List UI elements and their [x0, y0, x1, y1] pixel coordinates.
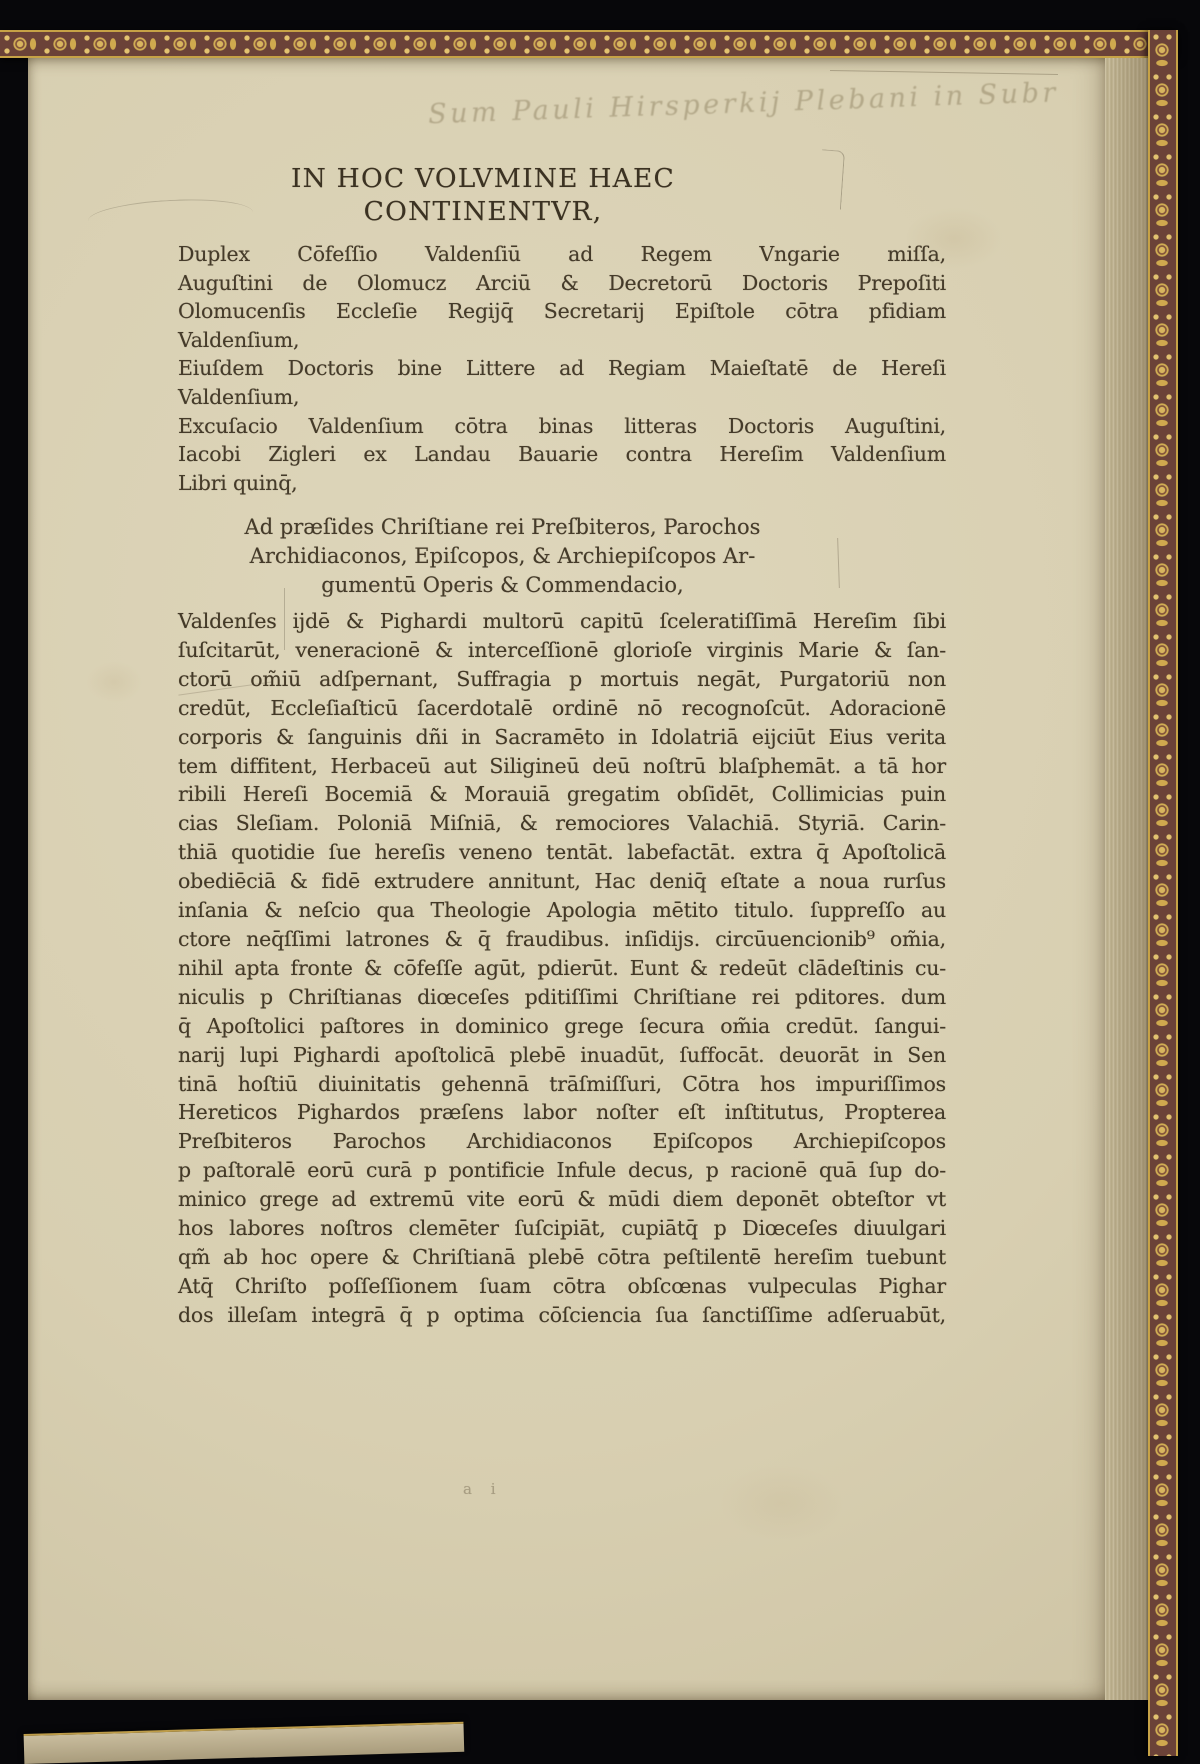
main-paragraph	[178, 607, 946, 1330]
text-line: cias Sleſiam. Poloniā Miſniā, & remociores Valachiā. Styriā. Carin-	[178, 811, 946, 836]
contents-line: Valdenſium,	[178, 384, 300, 409]
text-line: Atq̄ Chriſto poſſeſſionem ſuam cōtra obſcœnas vulpeculas Pighar	[178, 1273, 946, 1298]
text-line: inſania & neſcio qua Theologie Apologia mētito titulo. ſuppreſſo au	[178, 898, 946, 923]
text-line: ſuſcitarūt, veneracionē & interceſſionē glorioſe virginis Marie & ſan-	[178, 637, 946, 662]
contents-line: Olomucenſis Eccleſie Regijq̄ Secretarij Epiſtole cōtra pfidiam	[178, 299, 946, 324]
subheading-line: Ad præſides Chriſtiane rei Preſbiteros, Parochos	[244, 515, 761, 539]
pencil-bracket-mark	[818, 149, 845, 209]
contents-line: Duplex Cōfeſſio Valdenſiū ad Regem Vngarie miſſa,	[178, 242, 946, 266]
text-line: hos labores noſtros clemēter ſuſcipiāt, cupiātq̄ p Diœceſes diuulgari	[178, 1216, 946, 1241]
subheading-line: gumentū Operis & Commendacio,	[321, 573, 684, 597]
text-line: credūt, Eccleſiaſticū ſacerdotalē ordinē nō recognoſcūt. Adoracionē	[178, 695, 946, 720]
text-line: dos illeſam integrā q̄ p optima cōſciencia ſua ſanctiſſime adſeruabūt,	[178, 1302, 946, 1327]
contents-line: Excuſacio Valdenſium cōtra binas litteras Doctoris Auguſtini,	[178, 413, 946, 438]
text-line: niculis p Chriſtianas diœceſes pditiſſimi Chriſtiane rei pditores. dum	[178, 984, 946, 1009]
text-line: Hereticos Pighardos præſens labor noſter eſt inſtitutus, Propterea	[178, 1100, 946, 1125]
quire-signature-mark: a i	[463, 1480, 503, 1498]
contents-line: Valdenſium,	[178, 327, 300, 352]
subheading-line: Archidiaconos, Epiſcopos, & Archiepiſcopos Ar-	[249, 544, 756, 568]
text-line: obediēciā & fidē extrudere annitunt, Hac deniq̄ eſtate a noua rurſus	[178, 869, 946, 894]
pencil-margin-stroke-right	[837, 538, 840, 588]
contents-line: Iacobi Zigleri ex Landau Bauarie contra Hereſim Valdenſium	[178, 442, 946, 467]
text-line: minico grege ad extremū vite eorū & mūdi diem deponēt obteſtor vt	[178, 1187, 946, 1212]
pencil-ruled-line	[830, 70, 1058, 75]
board-edge-bottom	[24, 1722, 465, 1764]
contents-line: Libri quinq̄,	[178, 470, 298, 495]
handwritten-inscription: Sum Pauli Hirsperkij Plebani in Subr	[427, 77, 1060, 131]
book-leaf-edges	[1105, 58, 1148, 1700]
text-line: q̄ Apoſtolici paſtores in dominico grege ſecura om̃ia credūt. ſangui-	[178, 1013, 946, 1038]
gilt-tooled-band-top	[0, 30, 1178, 58]
text-line: Valdenſes ijdē & Pighardi multorū capitū ſceleratiſſimā Hereſim ſibi	[178, 609, 946, 633]
text-line: tem diffitent, Herbaceū aut Siligineū deū noſtrū blaſphemāt. a tā hor	[178, 753, 946, 778]
text-line: ctore neq̄ſſimi latrones & q̄ fraudibus. inſidijs. circūuencionib⁹ om̃ia,	[178, 926, 946, 951]
title-line: IN HOC VOLVMINE HAEC	[290, 163, 676, 194]
text-line: ribili Hereſi Bocemiā & Morauiā gregatim obſidēt, Collimicias puin	[178, 782, 946, 807]
text-line: qm̃ ab hoc opere & Chriſtianā plebē cōtra peſtilentē hereſim tuebunt	[178, 1244, 946, 1269]
text-line: corporis & ſanguinis dñi in Sacramēto in Idolatriā eijciūt Eius verita	[178, 724, 946, 749]
gilt-tooled-band-right	[1148, 30, 1178, 1756]
text-line: p paſtoralē eorū curā p pontificie Infule decus, p racionē quā ſup do-	[178, 1158, 946, 1183]
contents-line: Eiuſdem Doctoris bine Littere ad Regiam Maieſtatē de Hereſi	[178, 356, 946, 381]
page-title	[180, 162, 786, 228]
text-line: Preſbiteros Parochos Archidiaconos Epiſcopos Archiepiſcopos	[178, 1129, 946, 1154]
page	[28, 58, 1105, 1700]
argument-subheading	[180, 513, 825, 600]
contents-list	[178, 240, 946, 497]
contents-line: Auguſtini de Olomucz Arciū & Decretorū Doctoris Prepoſiti	[178, 270, 946, 295]
text-line: thiā quotidie ſue hereſis veneno tentāt. labefactāt. extra q̄ Apoſtolicā	[178, 840, 946, 865]
text-line: narij lupi Pighardi apoſtolicā plebē inuadūt, ſuffocāt. deuorāt in Sen	[178, 1042, 946, 1067]
text-line: tinā hoſtiū diuinitatis gehennā trāſmiſſuri, Cōtra hos impuriſſimos	[178, 1071, 946, 1096]
title-line: CONTINENTVR,	[363, 196, 603, 227]
text-line: ctorū om̃iū adſpernant, Suffragia p mortuis negāt, Purgatoriū non	[178, 666, 946, 691]
text-line: nihil apta fronte & cōfeſſe agūt, pdierūt. Eunt & redeūt clādeſtinis cu-	[178, 955, 946, 980]
